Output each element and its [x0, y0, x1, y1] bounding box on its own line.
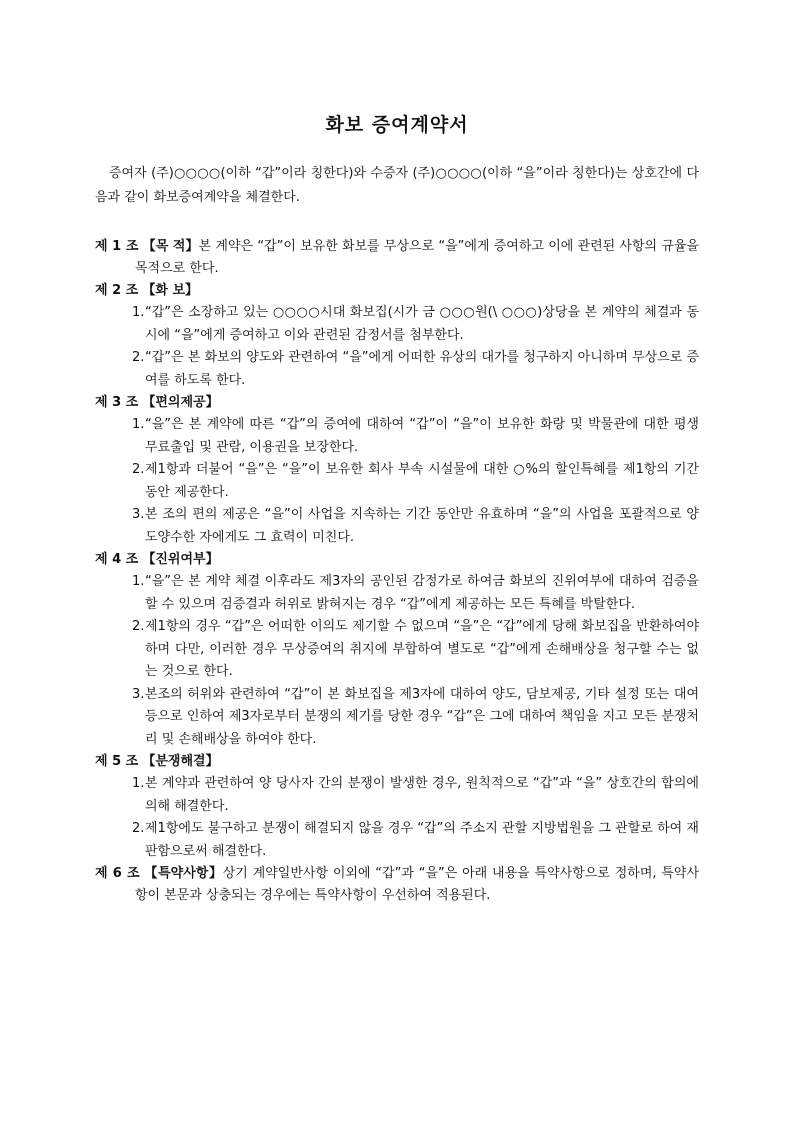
- article-2: [95, 280, 699, 392]
- article-number: 제 6 조: [95, 866, 140, 881]
- article-item: [95, 459, 699, 504]
- article-6: [95, 863, 699, 907]
- articles-list: [95, 236, 699, 907]
- item-number: 3.: [132, 686, 145, 702]
- article-item: [95, 504, 699, 549]
- article-3: [95, 392, 699, 549]
- article-heading: [95, 751, 699, 773]
- article-4: [95, 549, 699, 751]
- article-number: 제 4 조: [95, 552, 139, 567]
- article-number: 제 5 조: [95, 754, 139, 769]
- item-text: 본 계약과 관련하여 양 당사자 간의 분쟁이 발생한 경우, 원칙적으로 “갑”과 “을” 상호간의 합의에 의해 해결한다.: [145, 776, 699, 814]
- document-title: 화보 증여계약서: [325, 114, 469, 136]
- item-text: 제1항에도 불구하고 분쟁이 해결되지 않을 경우 “갑”의 주소지 관할 지방법원을 그 관할로 하여 재판함으로써 해결한다.: [145, 821, 699, 859]
- article-title: 【화 보】: [142, 283, 199, 298]
- article-item: [95, 571, 699, 616]
- article-title: 【편의제공】: [142, 395, 219, 410]
- item-number: 2.: [132, 462, 145, 477]
- article-heading: [95, 236, 699, 280]
- article-1: [95, 236, 699, 280]
- article-text: 본 계약은 “갑”이 보유한 화보를 무상으로 “을”에게 증여하고 이에 관련된 사항의 규율을 목적으로 한다.: [135, 239, 699, 276]
- article-item: [95, 347, 699, 392]
- article-heading: [95, 863, 699, 907]
- article-text: 상기 계약일반사항 이외에 “갑”과 “을”은 아래 내용을 특약사항으로 정하며, 특약사항이 본문과 상충되는 경우에는 특약사항이 우선하여 적용된다.: [135, 866, 700, 903]
- item-number: 2.: [132, 821, 145, 836]
- item-text: 제1항과 더불어 “을”은 “을”이 보유한 회사 부속 시설물에 대한 ○%의 할인특혜를 제1항의 기간 동안 제공한다.: [145, 462, 699, 500]
- item-text: 본조의 허위와 관련하여 “갑”이 본 화보집을 제3자에 대하여 양도, 담보제공, 기타 설정 또는 대여 등으로 인하여 제3자로부터 분쟁의 제기를 당한 경우 “갑”은 그에 대하여 책임을 지고 모든 분쟁처리 및 손해배상을 하여야 한다.: [145, 686, 699, 747]
- article-number: 제 1 조: [95, 239, 139, 254]
- item-number: 1.: [132, 417, 145, 432]
- article-item: [95, 818, 699, 863]
- article-item: [95, 414, 699, 459]
- item-number: 2.: [132, 350, 145, 365]
- item-number: 1.: [132, 776, 145, 791]
- article-number: 제 2 조: [95, 283, 139, 298]
- item-text: “갑”은 본 화보의 양도와 관련하여 “을”에게 어떠한 유상의 대가를 청구하지 아니하며 무상으로 증여를 하도록 한다.: [145, 350, 699, 388]
- article-title: 【분쟁해결】: [142, 754, 219, 769]
- item-number: 1.: [132, 305, 145, 320]
- article-item: [95, 302, 699, 347]
- item-text: “을”은 본 계약 체결 이후라도 제3자의 공인된 감정가로 하여금 화보의 진위여부에 대하여 검증을 할 수 있으며 검증결과 허위로 밝혀지는 경우 “갑”에게 제공하는 모든 특혜를 박탈한다.: [145, 574, 699, 612]
- article-5: [95, 751, 699, 863]
- article-heading: [95, 392, 699, 414]
- article-item: [95, 773, 699, 818]
- article-number: 제 3 조: [95, 395, 139, 410]
- item-text: 제1항의 경우 “갑”은 어떠한 이의도 제기할 수 없으며 “을”은 “갑”에게 당해 화보집을 반환하여야 하며 다만, 이러한 경우 무상증여의 취지에 부합하여 별도로 “갑”에게 손해배상을 청구할 수는 없는 것으로 한다.: [145, 619, 699, 679]
- article-item: [95, 684, 699, 752]
- item-number: 3.: [132, 507, 145, 522]
- article-item: [95, 616, 699, 684]
- item-number: 1.: [132, 574, 145, 589]
- article-heading: [95, 280, 699, 302]
- item-text: 본 조의 편의 제공은 “을”이 사업을 지속하는 기간 동안만 유효하며 “을”의 사업을 포괄적으로 양도양수한 자에게도 그 효력이 미친다.: [145, 507, 699, 545]
- article-title: 【특약사항】: [144, 866, 223, 881]
- item-text: “갑”은 소장하고 있는 ○○○○시대 화보집(시가 금 ○○○원(\ ○○○)상당을 본 계약의 체결과 동시에 “을”에게 증여하고 이와 관련된 감정서를 첨부한다.: [145, 305, 699, 343]
- intro-paragraph: 증여자 (주)○○○○(이하 “갑”이라 칭한다)와 수증자 (주)○○○○(이하 “을”이라 칭한다)는 상호간에 다음과 같이 화보증여계약을 체결한다.: [95, 166, 699, 205]
- item-text: “을”은 본 계약에 따른 “갑”의 증여에 대하여 “갑”이 “을”이 보유한 화랑 및 박물관에 대한 평생 무료출입 및 관람, 이용권을 보장한다.: [145, 417, 699, 455]
- article-title: 【진위여부】: [142, 552, 219, 567]
- article-heading: [95, 549, 699, 571]
- article-title: 【목 적】: [142, 239, 199, 254]
- item-number: 2.: [132, 619, 145, 634]
